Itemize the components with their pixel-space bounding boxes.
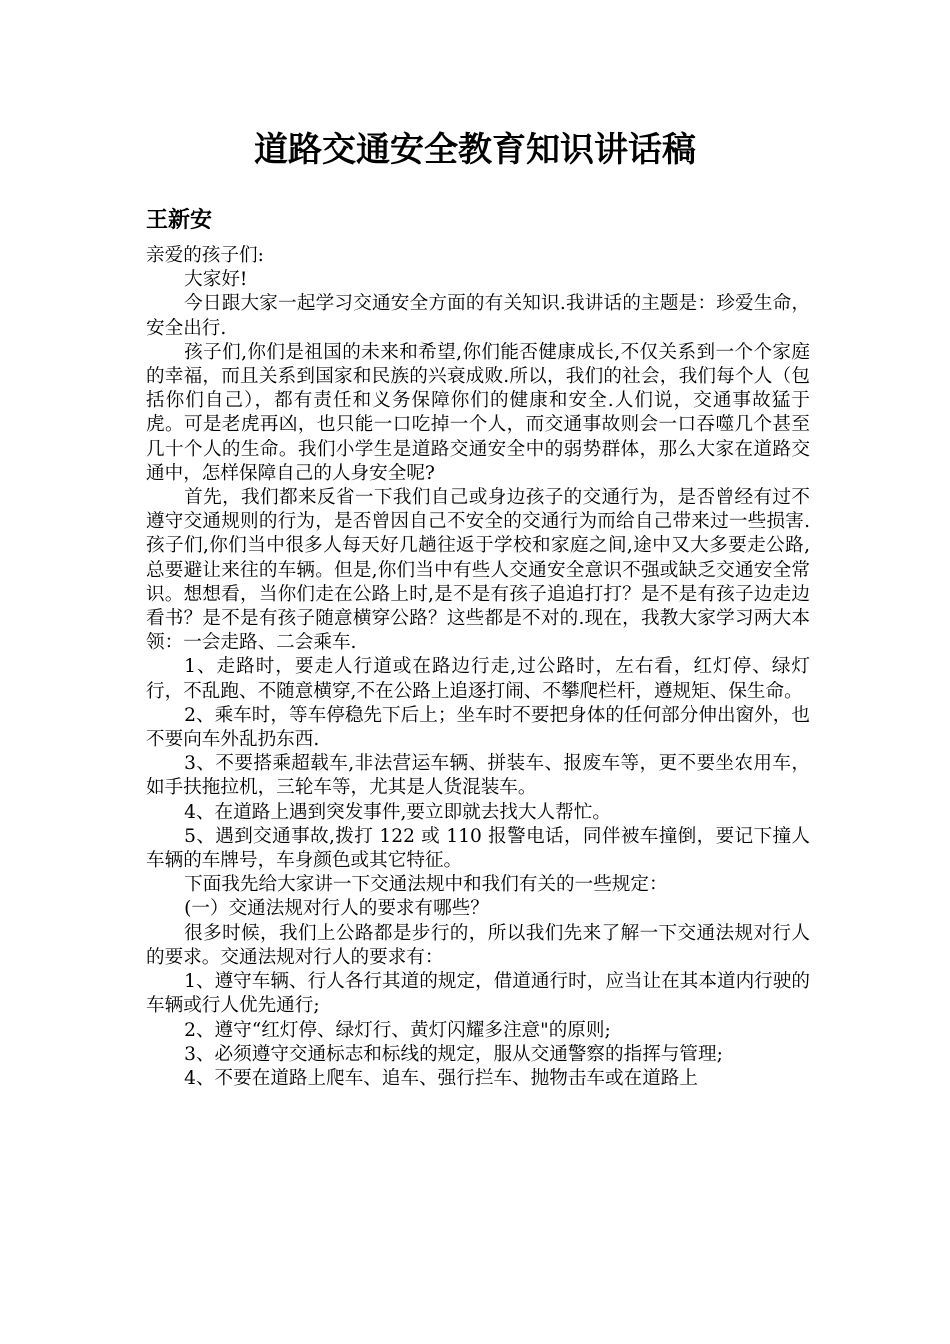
paragraph-children: 孩子们,你们是祖国的未来和希望,你们能否健康成长,不仅关系到一个个家庭的幸福，而且关系到国家和民族的兴衰成败.所以，我们的社会，我们每个人（包括你们自己），都有责任和义务保障你们的健康和安全.人们说，交通事故猛于虎。可是老虎再凶，也只能一口吃掉一个人，而交通事故则会一口吞噬几个甚至几十个人的生命。我们小学生是道路交通安全中的弱势群体，那么大家在道路交通中，怎样保障自己的人身安全呢? [146, 341, 810, 484]
paragraph-pedestrian-rule-1: 1、遵守车辆、行人各行其道的规定，借道通行时，应当让在其本道内行驶的车辆或行人优先通行; [146, 971, 810, 1017]
document-body [146, 244, 810, 1091]
paragraph-pedestrian-rule-4: 4、不要在道路上爬车、追车、强行拦车、抛物击车或在道路上 [184, 1067, 698, 1089]
paragraph-rule-accident: 5、遇到交通事故,拨打 122 或 110 报警电话，同伴被车撞倒，要记下撞人车辆的车牌号，车身颜色或其它特征。 [146, 825, 810, 872]
paragraph-rule-vehicles: 3、不要搭乘超载车,非法营运车辆、拼装车、报废车等，更不要坐农用车，如手扶拖拉机，三轮车等，尤其是人货混装车。 [146, 753, 810, 799]
author-name: 王新安 [146, 208, 213, 233]
paragraph-intro-regulations: 下面我先给大家讲一下交通法规中和我们有关的一些规定： [184, 874, 668, 896]
paragraph-rule-riding: 2、乘车时，等车停稳先下后上；坐车时不要把身体的任何部分伸出窗外，也不要向车外乱扔东西. [146, 704, 810, 751]
salutation: 亲爱的孩子们: [146, 245, 264, 266]
document-title: 道路交通安全教育知识讲话稿 [254, 130, 696, 170]
paragraph-pedestrian-intro: 很多时候，我们上公路都是步行的，所以我们先来了解一下交通法规对行人的要求。交通法规对行人的要求有： [146, 922, 810, 968]
section-heading-pedestrians: (一）交通法规对行人的要求有哪些？ [184, 898, 489, 920]
paragraph-theme: 今日跟大家一起学习交通安全方面的有关知识.我讲话的主题是：珍爱生命，安全出行. [146, 293, 810, 339]
paragraph-greeting: 大家好! [184, 269, 248, 291]
paragraph-rule-walking: 1、走路时，要走人行道或在路边行走,过公路时，左右看，红灯停、绿灯行，不乱跑、不随意横穿,不在公路上追逐打闹、不攀爬栏杆，遵规矩、保生命。 [146, 656, 810, 702]
paragraph-reflection: 首先，我们都来反省一下我们自己或身边孩子的交通行为，是否曾经有过不遵守交通规则的行为，是否曾因自己不安全的交通行为而给自己带来过一些损害.孩子们,你们当中很多人每天好几趟往返于学校和家庭之间,途中又大多要走公路,总要避让来往的车辆。但是,你们当中有些人交通安全意识不强或缺乏交通安全常识。想想看，当你们走在公路上时,是不是有孩子追追打打？是不是有孩子边走边看书？是不是有孩子随意横穿公路？这些都是不对的.现在，我教大家学习两大本领：一会走路、二会乘车. [146, 487, 810, 654]
paragraph-rule-emergency: 4、在道路上遇到突发事件,要立即就去找大人帮忙。 [184, 801, 611, 823]
paragraph-pedestrian-rule-2: 2、遵守“红灯停、绿灯行、黄灯闪耀多注意"的原则; [184, 1019, 611, 1041]
paragraph-pedestrian-rule-3: 3、必须遵守交通标志和标线的规定，服从交通警察的指挥与管理; [184, 1043, 723, 1065]
